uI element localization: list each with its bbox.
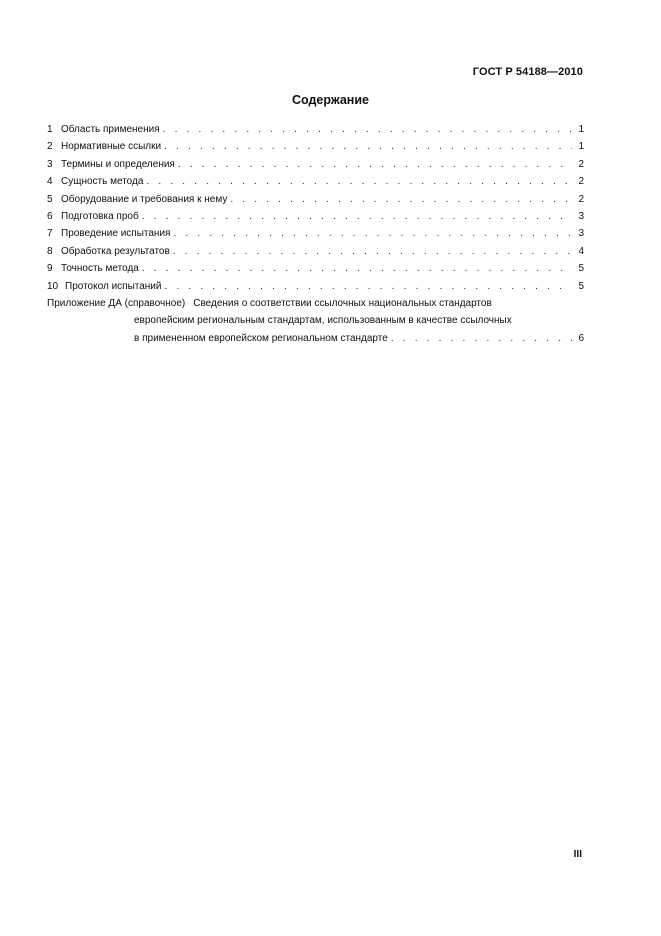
toc-item-label: Проведение испытания <box>61 228 171 240</box>
toc-item-page: 1 <box>578 124 584 135</box>
toc-item-label: Точность метода <box>61 263 139 275</box>
toc-item-page: 3 <box>578 211 584 223</box>
toc-item-number: 5 <box>47 193 53 205</box>
dot-leader <box>230 191 572 208</box>
dot-leader <box>391 330 572 347</box>
toc-item-5[interactable] <box>47 191 584 208</box>
toc-item-3[interactable] <box>47 156 584 173</box>
toc-item-page: 2 <box>578 158 584 170</box>
dot-leader <box>164 278 572 295</box>
toc-item-number: 1 <box>47 124 53 135</box>
toc-item-number: 6 <box>47 211 53 223</box>
document-code: ГОСТ Р 54188—2010 <box>472 66 583 78</box>
toc-item-page: 3 <box>578 228 584 240</box>
dot-leader <box>142 260 572 277</box>
toc-item-label: Подготовка проб <box>61 211 139 223</box>
toc-item-label: Нормативные ссылки <box>61 141 162 153</box>
toc-item-number: 3 <box>47 158 53 170</box>
toc-item-7[interactable] <box>47 225 584 242</box>
toc-title: Содержание <box>291 93 369 107</box>
toc-item-6[interactable] <box>47 208 584 225</box>
toc-item-page: 5 <box>578 263 584 275</box>
toc-item-label: Сущность метода <box>61 176 144 188</box>
annex-prefix: Приложение ДА (справочное) <box>47 298 186 310</box>
toc-item-number: 8 <box>47 245 53 257</box>
toc-item-number: 2 <box>47 141 53 153</box>
toc-item-label: Область применения <box>61 124 160 135</box>
toc-item-page: 1 <box>578 141 584 153</box>
toc-item-page: 5 <box>578 280 584 292</box>
toc-annex-da[interactable] <box>47 295 584 347</box>
toc-item-page: 2 <box>578 193 584 205</box>
table-of-contents <box>47 121 584 347</box>
dot-leader <box>142 208 572 225</box>
toc-item-label: Термины и определения <box>61 158 175 170</box>
toc-item-page: 4 <box>578 245 584 257</box>
toc-item-8[interactable] <box>47 243 584 260</box>
dot-leader <box>173 225 572 242</box>
toc-item-label: Обработка результатов <box>61 245 170 257</box>
dot-leader <box>164 138 572 155</box>
toc-item-number: 7 <box>47 228 53 240</box>
toc-item-number: 10 <box>47 280 59 292</box>
toc-item-10[interactable] <box>47 278 584 295</box>
toc-item-label: Оборудование и требования к нему <box>61 193 228 205</box>
dot-leader <box>163 121 572 138</box>
toc-item-1[interactable] <box>47 121 584 138</box>
annex-last-line <box>47 330 584 347</box>
toc-item-page: 2 <box>578 176 584 188</box>
toc-item-page: 6 <box>578 332 584 344</box>
page-number: III <box>573 849 582 860</box>
toc-item-number: 9 <box>47 263 53 275</box>
toc-item-2[interactable] <box>47 138 584 155</box>
annex-first-line <box>47 295 584 312</box>
annex-title-line-2: европейским региональным стандартам, использованным в качестве ссылочных <box>134 315 512 327</box>
annex-title-line-3: в примененном европейском региональном стандарте <box>134 332 388 344</box>
toc-item-9[interactable] <box>47 260 584 277</box>
dot-leader <box>178 156 572 173</box>
dot-leader <box>173 243 572 260</box>
annex-title-line-1: Сведения о соответствии ссылочных национальных стандартов <box>193 298 492 310</box>
toc-item-4[interactable] <box>47 173 584 190</box>
toc-item-label: Протокол испытаний <box>65 280 162 292</box>
toc-item-number: 4 <box>47 176 53 188</box>
dot-leader <box>146 173 572 190</box>
